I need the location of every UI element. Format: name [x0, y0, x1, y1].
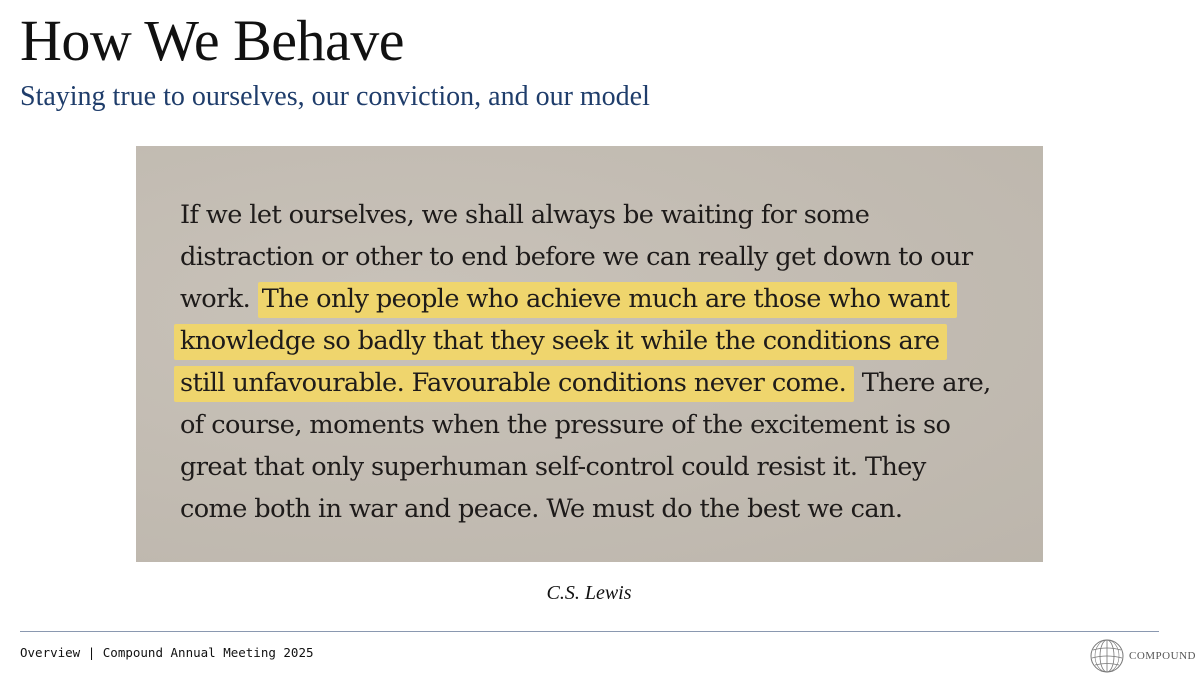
quote-line: distraction or other to end before we can really get down to our: [180, 242, 973, 272]
quote-line: come both in war and peace. We must do the best we can.: [180, 494, 903, 524]
quote-highlight: knowledge so badly that they seek it while the conditions are: [174, 324, 947, 360]
quote-image: [136, 146, 1043, 562]
slide-subtitle: Staying true to ourselves, our conviction, and our model: [20, 81, 650, 112]
quote-attribution: C.S. Lewis: [546, 582, 632, 604]
compound-logo: [1089, 638, 1196, 674]
logo-label: COMPOUND: [1129, 650, 1196, 662]
footer-text: Overview | Compound Annual Meeting 2025: [20, 645, 314, 660]
quote-highlight: The only people who achieve much are those who want: [258, 282, 958, 318]
quote-line: [180, 362, 1013, 404]
quote-plain-text: work.: [180, 284, 258, 314]
quote-plain-text: There are,: [854, 368, 991, 398]
globe-icon: [1089, 638, 1125, 674]
slide-title: How We Behave: [20, 8, 404, 73]
footer-divider: [20, 631, 1159, 632]
quote-line: great that only superhuman self-control could resist it. They: [180, 452, 926, 482]
quote-line: of course, moments when the pressure of the excitement is so: [180, 410, 951, 440]
quote-highlight: still unfavourable. Favourable conditions never come.: [174, 366, 854, 402]
quote-line: [180, 278, 1013, 320]
quote-line: If we let ourselves, we shall always be waiting for some: [180, 200, 870, 230]
quote-text: [180, 194, 1013, 530]
quote-line: [180, 320, 1013, 362]
